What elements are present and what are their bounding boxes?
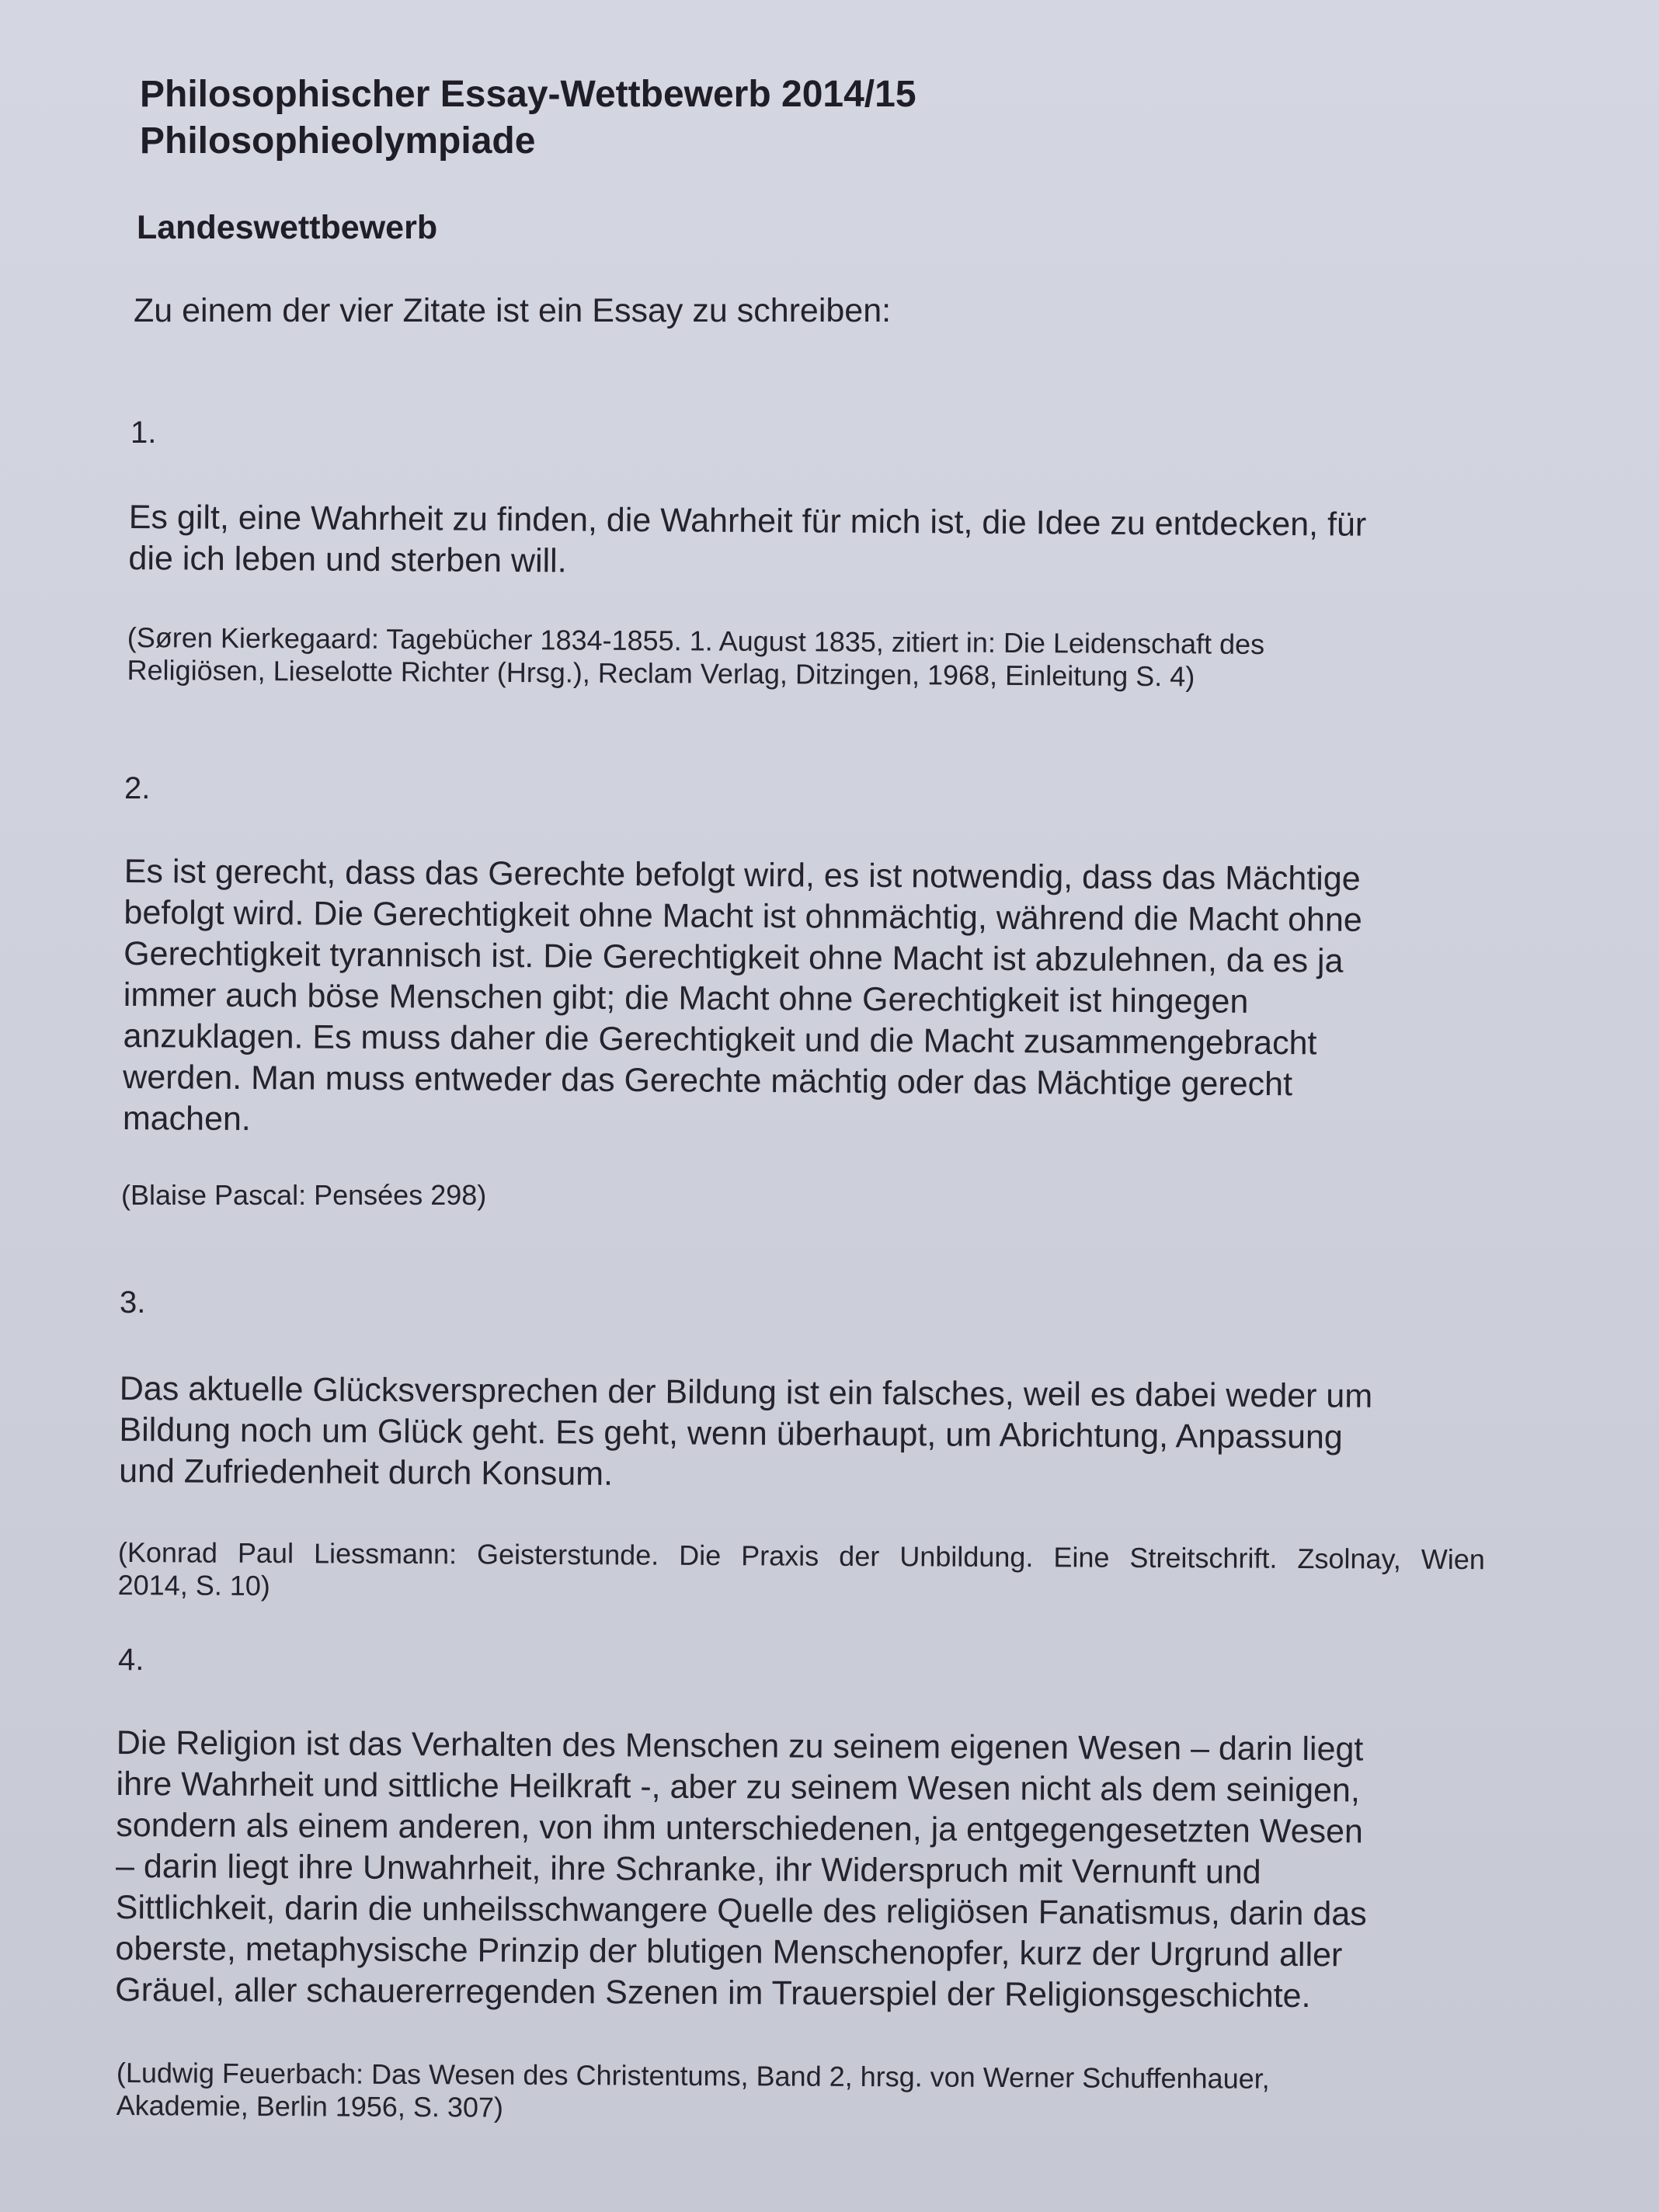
quote-line: Gerechtigkeit tyrannisch ist. Die Gerechtigkeit ohne Macht ist abzulehnen, da es ja [123, 934, 1344, 980]
source-line: 2014, S. 10) [117, 1568, 270, 1602]
quote-line: Das aktuelle Glücksversprechen der Bildung ist ein falsches, weil es dabei weder um [119, 1370, 1373, 1415]
quote-4-text [115, 1723, 1499, 2018]
title-line-1: Philosophischer Essay-Wettbewerb 2014/15 [140, 74, 916, 115]
quote-line: oberste, metaphysische Prinzip der blutigen Menschenopfer, kurz der Urgrund aller [115, 1929, 1343, 1974]
quote-line: Gräuel, aller schauererregenden Szenen im Trauerspiel der Religionsgeschichte. [115, 1970, 1311, 2015]
source-line: (Søren Kierkegaard: Tagebücher 1834-1855. 1. August 1835, zitiert in: Die Leidenschaft des [127, 621, 1265, 660]
quote-1-source [127, 621, 1509, 695]
quote-line: machen. [122, 1099, 251, 1139]
quote-3-number: 3. [120, 1285, 146, 1320]
quote-line: anzuklagen. Es muss daher die Gerechtigkeit und die Macht zusammengebracht [123, 1017, 1317, 1063]
quote-3-text [119, 1369, 1502, 1501]
quote-line: die ich leben und sterben will. [128, 539, 567, 580]
quote-3-source [118, 1536, 1501, 1609]
quote-line: Es ist gerecht, dass das Gerechte befolgt wird, es ist notwendig, dass das Mächtige [123, 853, 1361, 898]
source-line: (Blaise Pascal: Pensées 298) [121, 1179, 487, 1211]
competition-level-heading: Landeswettbewerb [137, 209, 438, 246]
quote-line: und Zufriedenheit durch Konsum. [119, 1452, 614, 1493]
quote-line: werden. Man muss entweder das Gerechte mächtig oder das Mächtige gerecht [123, 1058, 1293, 1104]
quote-line: Die Religion ist das Verhalten des Menschen zu seinem eigenen Wesen – darin liegt [116, 1724, 1364, 1769]
quote-4-source [117, 2057, 1499, 2129]
quote-line: befolgt wird. Die Gerechtigkeit ohne Macht ist ohnmächtig, während die Macht ohne [123, 893, 1362, 939]
document-title [140, 71, 916, 165]
quote-2-number: 2. [124, 771, 151, 805]
source-line: Akademie, Berlin 1956, S. 307) [116, 2089, 504, 2123]
quote-line: ihre Wahrheit und sittliche Heilkraft -, aber zu seinem Wesen nicht als dem seinigen, [116, 1765, 1360, 1810]
title-line-2: Philosophieolympiade [140, 120, 536, 162]
quote-line: Sittlichkeit, darin die unheilsschwangere Quelle des religiösen Fanatismus, darin das [115, 1888, 1367, 1933]
quote-2-source [121, 1179, 1504, 1212]
quote-line: – darin liegt ihre Unwahrheit, ihre Schranke, ihr Widerspruch mit Vernunft und [115, 1847, 1261, 1891]
source-line: (Konrad Paul Liessmann: Geisterstunde. Die Praxis der Unbildung. Eine Streitschrift. Zsolnay, Wien [117, 1536, 1485, 1576]
instruction-text: Zu einem der vier Zitate ist ein Essay zu schreiben: [134, 292, 892, 329]
quote-1-text [128, 497, 1511, 588]
source-line: (Ludwig Feuerbach: Das Wesen des Christentums, Band 2, hrsg. von Werner Schuffenhauer, [116, 2057, 1270, 2095]
quote-line: Es gilt, eine Wahrheit zu finden, die Wahrheit für mich ist, die Idee zu entdecken, für [128, 498, 1367, 544]
quote-line: sondern als einem anderen, von ihm unterschiedenen, ja entgegengesetzten Wesen [116, 1806, 1364, 1851]
quote-4-number: 4. [118, 1643, 144, 1677]
quote-2-text [123, 851, 1507, 1148]
source-line: Religiösen, Lieselotte Richter (Hrsg.), Reclam Verlag, Ditzingen, 1968, Einleitung S. 4) [127, 653, 1195, 693]
quote-line: immer auch böse Menschen gibt; die Macht ohne Gerechtigkeit ist hingegen [123, 976, 1249, 1021]
quote-line: Bildung noch um Glück geht. Es geht, wenn überhaupt, um Abrichtung, Anpassung [119, 1410, 1343, 1456]
quote-1-number: 1. [130, 416, 157, 450]
